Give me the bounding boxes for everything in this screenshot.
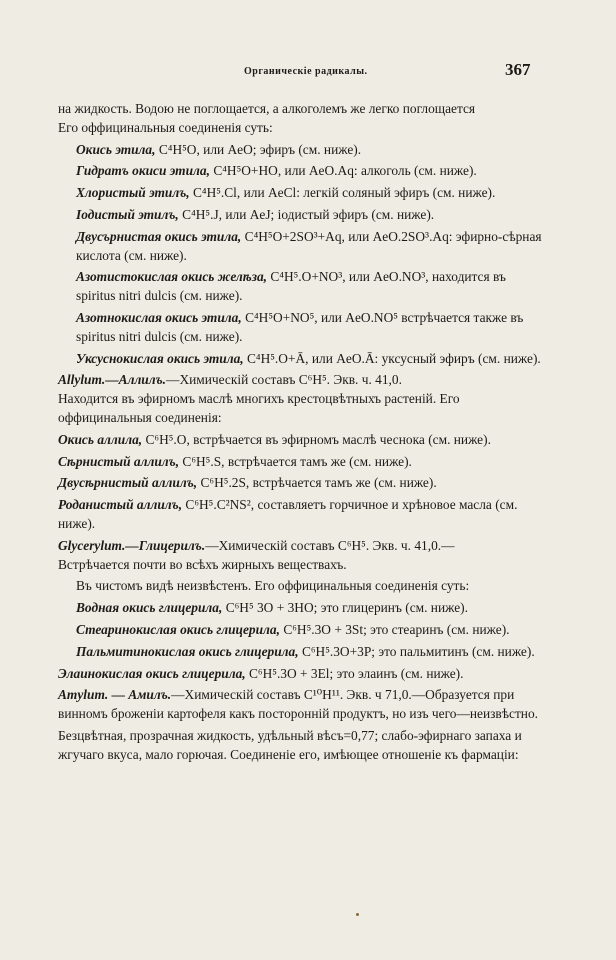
compound-entry <box>58 665 544 684</box>
compound-entry <box>58 184 544 203</box>
paragraph <box>58 577 544 596</box>
compound-term: Двусѣрнистый аллилъ, <box>58 475 198 491</box>
text-line: Встрѣчается почти во всѣхъ жирныхъ веществахъ. <box>58 556 347 572</box>
compound-term: Хлористый этилъ, <box>76 185 190 201</box>
compound-text: C⁶H⁵.3O + 3El; это элаинъ (см. ниже). <box>249 665 464 681</box>
compound-entry <box>58 162 544 181</box>
text-line: Его оффицинальныя соединенія суть: <box>58 119 273 135</box>
compound-text: C⁶H⁵.C²NS², составляетъ горчичное и хрѣновое масла (см. ниже). <box>58 497 518 531</box>
compound-entry <box>58 599 544 618</box>
text-line: Находится въ эфирномъ маслѣ многихъ крестоцвѣтныхъ растеній. Его оффицинальныя соединенія: <box>58 391 460 425</box>
text-line: Безцвѣтная, прозрачная жидкость, удѣльный вѣсъ=0,77; слабо-эфирнаго запаха и жгучаго вкуса, мало горючая. Соединеніе его, имѣющее отношеніе къ фармаціи: <box>58 727 522 762</box>
compound-text: C⁴H⁵O, или AeO; эфиръ (см. ниже). <box>158 141 362 157</box>
compound-entry <box>58 268 544 306</box>
page-number: 367 <box>505 60 531 79</box>
compound-term: Сѣрнистый аллилъ, <box>58 453 180 469</box>
compound-term: Элаинокислая окись глицерила, <box>58 665 246 681</box>
compound-term: Пальмитинокислая окись глицерила, <box>76 643 299 659</box>
compound-text: C⁴H⁵.O+NO³, или AeO.NO³, находится въ spiritus nitri dulcis (см. ниже). <box>76 269 506 304</box>
paper-speck <box>356 913 359 916</box>
section-heading: Allylum.—Аллилъ. <box>58 372 167 388</box>
compound-text: C⁴H⁵.O+Ā, или AeO.Ā: уксусный эфиръ (см. ниже). <box>246 350 541 366</box>
paragraph <box>58 100 544 138</box>
compound-term: Уксуснокислая окись этила, <box>76 350 244 366</box>
compound-entry <box>58 141 544 160</box>
compound-term: Азотистокислая окись желѣза, <box>76 269 267 285</box>
body-text <box>58 100 544 768</box>
compound-entry <box>58 496 544 534</box>
compound-entry <box>58 350 544 369</box>
compound-entry <box>58 228 544 266</box>
section-heading: Amylum. — Амилъ. <box>58 687 172 703</box>
compound-text: C⁶H⁵ 3O + 3HO; это глицеринъ (см. ниже). <box>225 600 468 616</box>
compound-entry <box>58 453 544 472</box>
compound-text: C⁶H⁵.3O + 3St; это стеаринъ (см. ниже). <box>283 621 510 637</box>
compound-text: C⁴H⁵.J, или AeJ; іодистый эфиръ (см. ниже). <box>182 206 435 222</box>
running-title: Органическіе радикалы. <box>244 66 368 77</box>
section-amyl <box>58 686 544 724</box>
compound-entry <box>58 309 544 347</box>
compound-text: C⁴H⁵O+2SO³+Aq, или AeO.2SO³.Aq: эфирно-сѣрная кислота (см. ниже). <box>76 228 542 263</box>
compound-entry <box>58 474 544 493</box>
compound-text: C⁶H⁵.S, встрѣчается тамъ же (см. ниже). <box>182 453 412 469</box>
compound-text: C⁶H⁵.3O+3P; это пальмитинъ (см. ниже). <box>301 643 535 659</box>
compound-entry <box>58 643 544 662</box>
section-text: —Химическій составъ C¹⁰H¹¹. Экв. ч 71,0.—Образуется при винномъ броженіи картофеля какъ посторонній продуктъ, но изъ чего—неизвѣстно. <box>58 687 539 722</box>
section-glyceryl <box>58 537 544 575</box>
compound-text: C⁴H⁵.Cl, или AeCl: легкій соляный эфиръ (см. ниже). <box>192 185 496 201</box>
compound-text: C⁴H⁵O+HO, или AeO.Aq: алкоголь (см. ниже). <box>213 163 477 179</box>
compound-term: Роданистый аллилъ, <box>58 497 183 513</box>
compound-term: Окись этила, <box>76 141 156 157</box>
compound-term: Стеаринокислая окись глицерила, <box>76 621 280 637</box>
compound-term: Окись аллила, <box>58 431 143 447</box>
compound-term: Водная окись глицерила, <box>76 600 223 616</box>
compound-entry <box>58 206 544 225</box>
section-text: —Химическій составъ C⁶H⁵. Экв. ч. 41,0.— <box>205 537 455 553</box>
section-heading: Glycerylum.—Глицерилъ. <box>58 537 206 553</box>
text-line: на жидкость. Водою не поглощается, а алкоголемъ же легко поглощается <box>58 101 476 116</box>
compound-entry <box>58 621 544 640</box>
paragraph <box>58 727 544 765</box>
compound-term: Азотнокислая окись этила, <box>76 309 242 325</box>
compound-entry <box>58 431 544 450</box>
compound-text: C⁶H⁵.2S, встрѣчается тамъ же (см. ниже). <box>200 475 437 491</box>
section-allyl <box>58 371 544 427</box>
compound-term: Двусърнистая окись этила, <box>76 228 242 244</box>
compound-term: Гидратъ окиси этила, <box>76 163 210 179</box>
compound-term: Іодистый этилъ, <box>76 206 179 222</box>
compound-text: C⁴H⁵O+NO⁵, или AeO.NO⁵ встрѣчается также въ spiritus nitri dulcis (см. ниже). <box>76 309 524 344</box>
compound-text: C⁶H⁵.O, встрѣчается въ эфирномъ маслѣ чеснока (см. ниже). <box>145 431 491 447</box>
section-text: —Химическій составъ C⁶H⁵. Экв. ч. 41,0. <box>166 372 402 388</box>
text-line: Въ чистомъ видѣ неизвѣстенъ. Его оффицинальныя соединенія суть: <box>76 578 470 594</box>
